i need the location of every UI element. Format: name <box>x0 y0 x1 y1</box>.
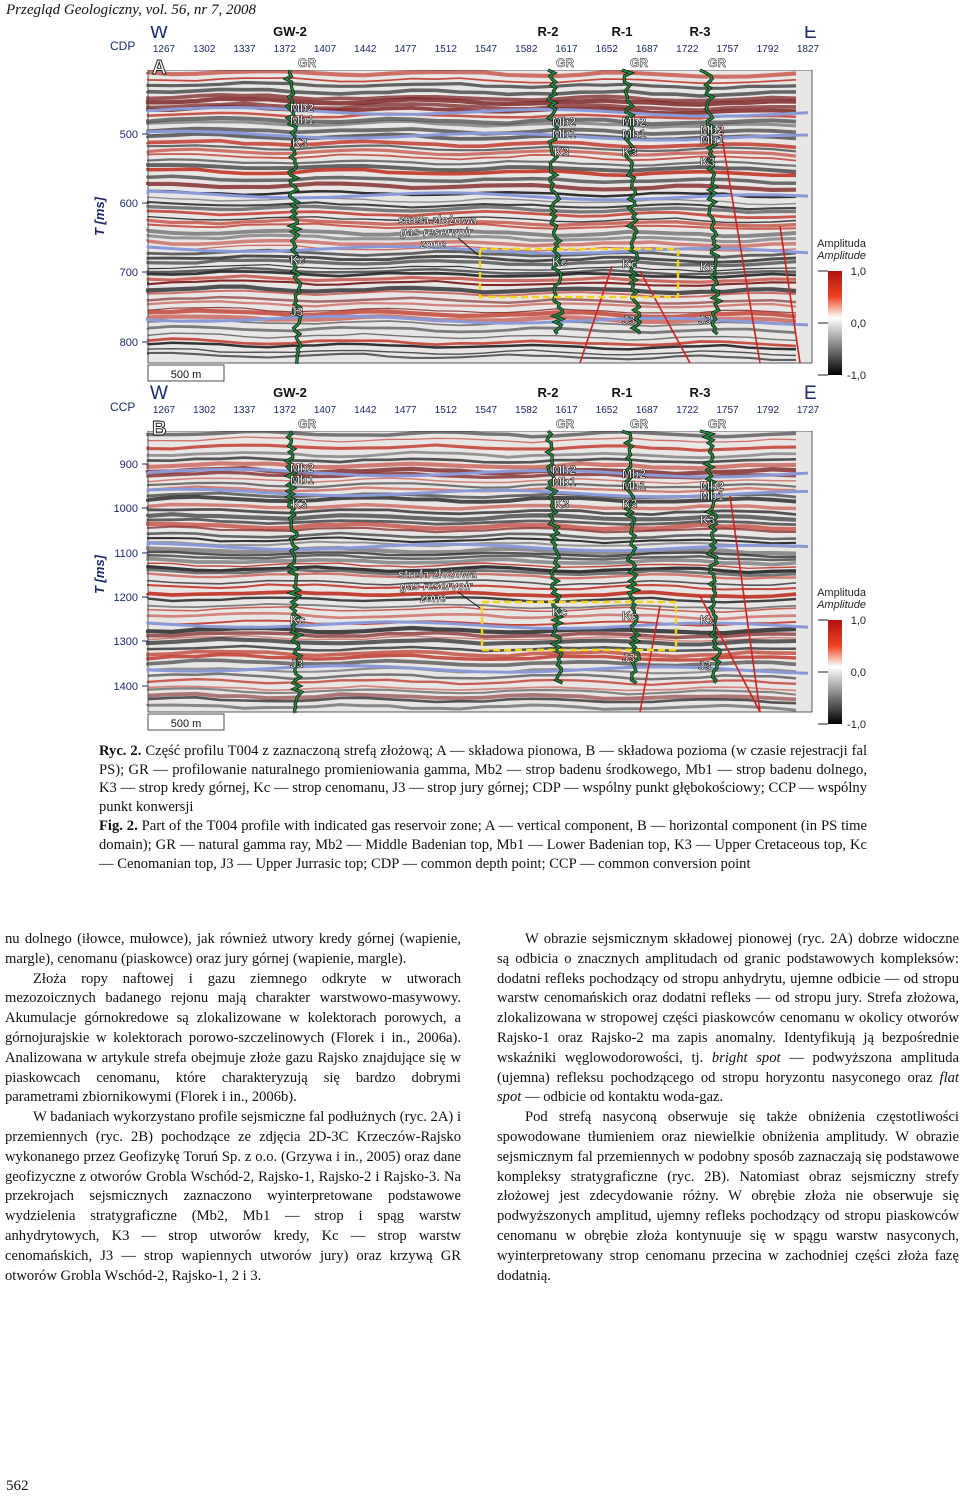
y-tick-label: 1100 <box>114 548 138 560</box>
trace-number-label: 1477 <box>394 44 417 55</box>
right-p1-text-c: — odbicie od kontaktu woda-gaz. <box>524 1089 724 1106</box>
horizon-label: Kc <box>552 255 568 269</box>
panel-a-vertical-component <box>92 26 867 382</box>
amplitude-title-polish: Amplituda <box>817 587 866 599</box>
trace-number-label: 1727 <box>796 405 820 416</box>
amplitude-colorbar <box>828 271 842 375</box>
horizon-label: Mb2 <box>552 115 576 129</box>
horizon-label: Mb1 <box>552 475 576 489</box>
horizon-label: J3 <box>698 313 712 327</box>
gr-log-label: GR <box>630 417 648 431</box>
scale-bar-label: 500 m <box>170 718 202 730</box>
amplitude-value-label: 1,0 <box>850 266 866 278</box>
seismic-figure <box>0 26 960 740</box>
y-tick-label: 1400 <box>113 681 138 693</box>
horizon-label: Kc <box>622 609 638 623</box>
horizon-label: K3 <box>622 497 638 511</box>
trace-number-label: 1407 <box>313 44 337 55</box>
left-paragraph-2: Złoża ropy naftowej i gazu ziemnego odkryte w utworach mezozoicznych badanego rejonu mają charakter warstwowo-masywowy. Akumulacje górnokredowe są zlokalizowane w kolektorach porowych, a górnojurajskie w kolektorach porowo-szczelinowych (Florek i in., 2006a). Analizowana w artykule strefa obejmuje złoże gazu Rajsko znajdujące się w piaskowcach cenomanu, które charakteryzują się bardzo dobrymi parametrami zbiornikowymi (Florek i in., 2006b). <box>5 970 461 1106</box>
horizon-label: K3 <box>554 497 570 511</box>
axis-code-label: CDP <box>110 39 136 53</box>
y-tick-label: 600 <box>119 198 138 210</box>
trace-number-label: 1337 <box>233 405 256 416</box>
trace-number-label: 1442 <box>354 44 377 55</box>
trace-number-label: 1477 <box>394 405 417 416</box>
y-axis-title: T [ms] <box>92 555 107 594</box>
horizon-label: Mb1 <box>622 127 646 141</box>
horizon-label: K3 <box>622 145 638 159</box>
horizon-label: J3 <box>622 313 636 327</box>
trace-number-label: 1302 <box>193 44 216 55</box>
well-name-label: R-3 <box>689 385 711 400</box>
gr-log-label: GR <box>298 417 316 431</box>
caption-en-label: Fig. 2. <box>99 818 138 835</box>
east-label: E <box>804 383 817 404</box>
trace-number-label: 1582 <box>515 405 538 416</box>
trace-number-label: 1722 <box>676 44 699 55</box>
zone-label-polish: strefa złożowa <box>398 569 477 581</box>
horizon-label: K3 <box>292 497 308 511</box>
trace-number-label: 1547 <box>474 44 498 55</box>
trace-number-label: 1827 <box>796 44 820 55</box>
horizon-label: Mb1 <box>290 113 314 127</box>
trace-number-label: 1442 <box>354 405 377 416</box>
horizon-label: Mb2 <box>290 461 314 475</box>
trace-number-label: 1337 <box>233 44 256 55</box>
caption-en-text: Part of the T004 profile with indicated gas reservoir zone; A — vertical component, B — horizontal component (in PS time domain); GR — natural gamma ray, Mb2 — Middle Badenian top, Mb1 — Lower Badenian top, K3 — Upper Cretaceous top, Kc — Cenomanian top, J3 — Upper Jurrasic top; CDP — common depth point; CCP — common conversion point <box>99 818 868 872</box>
trace-number-label: 1302 <box>193 405 216 416</box>
right-p1-text-b: — podwyższona amplituda (ujemna) refleksu pochodzącego od stropu horyzontu nasyconego oraz <box>497 1049 959 1086</box>
trace-number-label: 1372 <box>273 405 296 416</box>
well-name-label: R-2 <box>537 26 559 39</box>
flat-spot-term: flat spot <box>497 1069 959 1106</box>
horizon-label: J3 <box>698 659 712 673</box>
zone-label-english-2: zone <box>420 593 447 605</box>
well-name-label: GW-2 <box>273 385 307 400</box>
horizon-label: Mb1 <box>700 489 724 503</box>
trace-number-label: 1722 <box>676 405 699 416</box>
amplitude-value-label: 0,0 <box>850 318 866 330</box>
gr-log-label: GR <box>298 56 316 70</box>
horizon-label: Mb1 <box>622 479 646 493</box>
horizon-label: J3 <box>290 305 304 319</box>
y-tick-label: 700 <box>119 267 138 279</box>
y-axis-title: T [ms] <box>92 197 107 236</box>
right-p1-text-a: W obrazie sejsmicznym składowej pionowej (ryc. 2A) dobrze widoczne są odbicia o znacznych amplitudach od granic podstawowych kompleksów: dodatni refleks pochodzący od stropu anhydrytu, ujemne odbicie — od stropu warstw cenomańskich oraz dodatni refleks — od stropu jury. Strefa złożowa, zlokalizowana w stropowej części piaskowców cenomanu w okolicy otworów Rajsko-1 oraz Rajsko-2 ma zapis anomalny. Identyfikują ją bezpośrednie wskaźniki węglowodorowości, tj. <box>497 931 959 1066</box>
horizon-label: Mb2 <box>700 123 724 137</box>
bright-spot-term: bright spot <box>711 1049 781 1066</box>
horizon-label: K3 <box>700 155 716 169</box>
caption-english <box>99 817 867 873</box>
horizon-label: K3 <box>554 145 570 159</box>
amplitude-title-english: Amplitude <box>817 599 866 611</box>
amplitude-colorbar <box>828 620 842 724</box>
right-column <box>497 930 959 1286</box>
scale-bar-label: 500 m <box>170 369 202 381</box>
well-name-label: GW-2 <box>273 26 307 39</box>
horizon-label: Kc <box>290 253 306 267</box>
trace-number-label: 1617 <box>555 44 578 55</box>
horizon-label: Kc <box>552 605 568 619</box>
gr-log-label: GR <box>556 56 574 70</box>
trace-number-label: 1757 <box>716 405 739 416</box>
axis-code-label: CCP <box>110 400 136 414</box>
horizon-label: K3 <box>700 513 716 527</box>
amplitude-value-label: 1,0 <box>850 615 866 627</box>
horizon-label: Mb2 <box>622 115 646 129</box>
y-tick-label: 1300 <box>113 636 138 648</box>
amplitude-value-label: -1,0 <box>847 719 866 731</box>
horizon-label: K3 <box>292 136 308 150</box>
y-tick-label: 1200 <box>113 592 138 604</box>
figure-caption <box>99 742 867 873</box>
panel-letter: B <box>152 418 167 440</box>
journal-header: Przegląd Geologiczny, vol. 56, nr 7, 2008 <box>6 2 256 18</box>
horizon-label: Mb1 <box>552 127 576 141</box>
amplitude-value-label: 0,0 <box>850 667 866 679</box>
east-label: E <box>804 26 817 43</box>
caption-pl-text: Część profilu T004 z zaznaczoną strefą złożową; A — składowa pionowa, B — składowa pozioma (w czasie rejestracji fal PS); GR — profilowanie naturalnego promieniowania gamma, Mb2 — strop badenu środkowego, Mb1 — strop badenu dolnego, K3 — strop kredy górnej, Kc — strop cenomanu, J3 — strop jury górnej; CDP — wspólny punkt głębokościowy; CCP — wspólny punkt konwersji <box>99 743 868 815</box>
horizon-label: Kc <box>700 260 716 274</box>
y-tick-label: 800 <box>119 337 138 349</box>
caption-pl-label: Ryc. 2. <box>99 743 142 759</box>
horizon-label: J3 <box>290 657 304 671</box>
trace-number-label: 1547 <box>474 405 498 416</box>
trace-number-label: 1652 <box>595 405 618 416</box>
trace-number-label: 1757 <box>716 44 739 55</box>
horizon-label: Kc <box>622 257 638 271</box>
well-name-label: R-1 <box>611 26 633 39</box>
well-name-label: R-3 <box>689 26 711 39</box>
panel-b-horizontal-component <box>92 383 867 731</box>
trace-number-label: 1267 <box>152 44 176 55</box>
panel-letter: A <box>152 57 167 79</box>
page-number: 562 <box>6 1478 29 1494</box>
trace-number-label: 1407 <box>313 405 337 416</box>
well-name-label: R-1 <box>611 385 633 400</box>
trace-number-label: 1617 <box>555 405 578 416</box>
trace-number-label: 1792 <box>756 44 779 55</box>
horizon-label: Mb2 <box>290 101 314 115</box>
y-tick-label: 1000 <box>113 503 138 515</box>
trace-number-label: 1687 <box>635 405 659 416</box>
zone-label-english: gas reservoir <box>400 227 473 239</box>
trace-number-label: 1512 <box>434 44 457 55</box>
caption-polish <box>99 742 867 816</box>
well-name-label: R-2 <box>537 385 559 400</box>
amplitude-title-polish: Amplituda <box>817 238 866 250</box>
horizon-label: Mb2 <box>552 463 576 477</box>
trace-number-label: 1512 <box>434 405 457 416</box>
trace-number-label: 1582 <box>515 44 538 55</box>
left-paragraph-3: W badaniach wykorzystano profile sejsmiczne fal podłużnych (ryc. 2A) i przemiennych (ryc. 2B) pochodzące ze zdjęcia 2D-3C Krzeczów-Rajsko wykonanego przez Geofizykę Toruń Sp. z o.o. (Grzywa i in., 2005) oraz dane geofizyczne z otworów Grobla Wschód-2, Rajsko-1, Rajsko-2 i Rajsko-3. Na przekrojach sejsmicznych zaznaczono wyinterpretowane podstawowe wydzielenia stratygraficzne (Mb2, Mb1 — strop i spąg warstw anhydrytowych, K3 — strop utworów kredy, Kc — strop warstw cenomańskich, J3 — strop wapiennych utworów jury) oraz krzywą GR otworów Grobla Wschód-2, Rajsko-1, 2 i 3. <box>5 1109 461 1284</box>
gr-log-label: GR <box>630 56 648 70</box>
horizon-label: Kc <box>290 613 306 627</box>
trace-number-label: 1687 <box>635 44 659 55</box>
gr-log-label: GR <box>708 417 726 431</box>
amplitude-value-label: -1,0 <box>847 370 866 382</box>
zone-label-english: gas reservoir <box>400 581 473 593</box>
y-tick-label: 900 <box>119 459 138 471</box>
horizon-label: Kc <box>700 613 716 627</box>
horizon-label: Mb2 <box>622 467 646 481</box>
horizon-label: Mb2 <box>700 479 724 493</box>
horizon-label: Mb1 <box>290 473 314 487</box>
amplitude-title-english: Amplitude <box>817 250 866 262</box>
gr-log-label: GR <box>556 417 574 431</box>
gr-log-label: GR <box>708 56 726 70</box>
trace-number-label: 1372 <box>273 44 296 55</box>
horizon-label: J3 <box>622 651 636 665</box>
trace-number-label: 1652 <box>595 44 618 55</box>
zone-label-polish: strefa złożowa <box>398 215 477 227</box>
west-label: W <box>150 26 168 43</box>
left-column <box>5 930 461 1286</box>
left-paragraph-1: nu dolnego (iłowce, mułowce), jak również utwory kredy górnej (wapienie, margle), cenomanu (piaskowce) oraz jury górnej (wapienie, margle). <box>5 931 461 967</box>
right-paragraph-2: Pod strefą nasyconą obserwuje się także obniżenia częstotliwości spowodowane tłumieniem oraz niewielkie obniżenia amplitudy. W obrazie sejsmicznym fal przemiennych w podobny sposób zaznaczają się podstawowe kompleksy stratygraficzne (ryc. 2B). Natomiast obraz sejsmiczny strefy złożowej jest zdecydowanie różny. W obrębie złoża nie obserwuje się podwyższonych amplitud, ujemny refleks pochodzący od stropu piaskowców cenomanu w obrębie złoża kontynuuje się w spągu warstw nasyconych, wyinterpretowany strop cenomanu przecina w zachodniej części złoża fazę dodatnią. <box>497 1109 959 1284</box>
y-tick-label: 500 <box>119 129 138 141</box>
right-paragraph-1 <box>497 930 959 1108</box>
horizon-label: Mb1 <box>700 133 724 147</box>
zone-label-english-2: zone <box>420 239 447 251</box>
west-label: W <box>150 383 168 404</box>
trace-number-label: 1267 <box>152 405 176 416</box>
trace-number-label: 1792 <box>756 405 779 416</box>
